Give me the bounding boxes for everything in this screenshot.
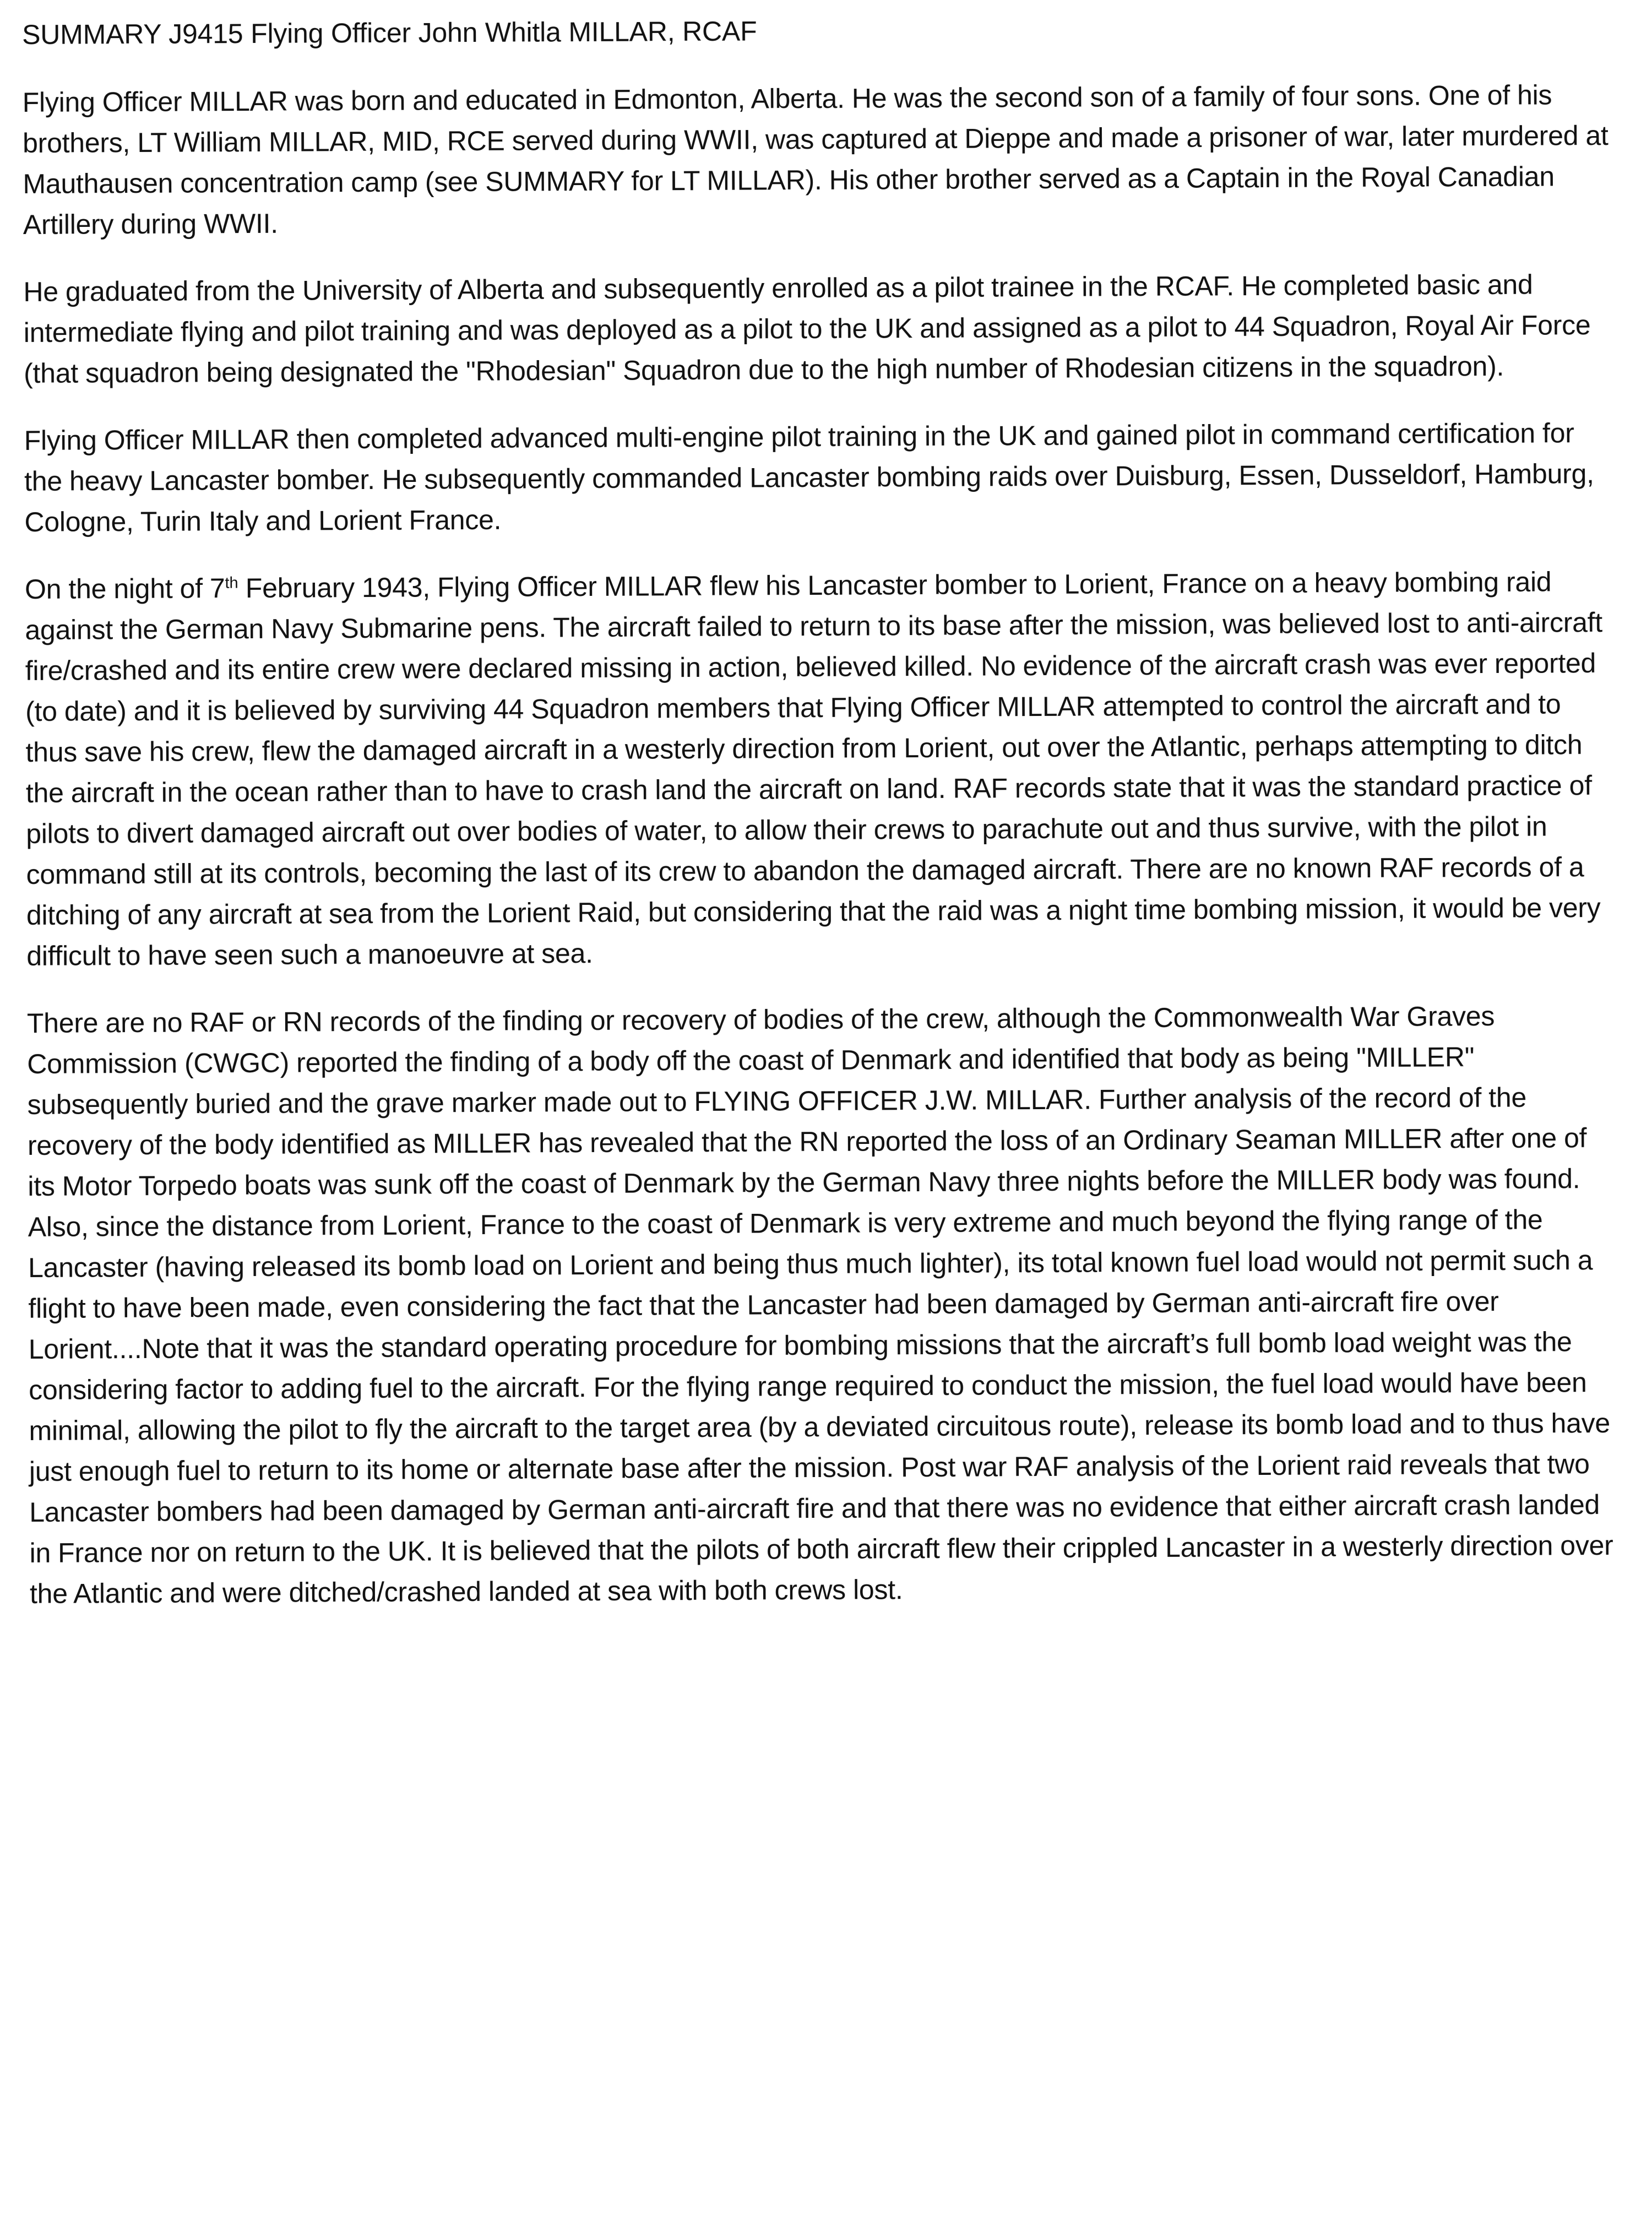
paragraph-final-mission	[25, 561, 1613, 976]
paragraph-early-life: Flying Officer MILLAR was born and educated in Edmonton, Alberta. He was the second son of a family of four sons. One of his brothers, LT William MILLAR, MID, RCE served during WWII, was captured at Dieppe and made a prisoner of war, later murdered at Mauthausen concentration camp (see SUMMARY for LT MILLAR). His other brother served as a Captain in the Royal Canadian Artillery during WWII.	[22, 79, 1608, 240]
ordinal-suffix: th	[225, 574, 238, 592]
paragraph-body-recovery-analysis: There are no RAF or RN records of the finding or recovery of bodies of the crew, although the Commonwealth War Graves Commission (CWGC) reported the finding of a body off the coast of Denmark and identified that body as being "MILLER" subsequently buried and the grave marker made out to FLYING OFFICER J.W. MILLAR. Further analysis of the record of the recovery of the body identified as MILLER has revealed that the RN reported the loss of an Ordinary Seaman MILLER after one of its Motor Torpedo boats was sunk off the coast of Denmark by the German Navy three nights before the MILLER body was found. Also, since the distance from Lorient, France to the coast of Denmark is very extreme and much beyond the flying range of the Lancaster (having released its bomb load on Lorient and being thus much lighter), its total known fuel load would not permit such a flight to have been made, even considering the fact that the Lancaster had been damaged by German anti-aircraft fire over Lorient....Note that it was the standard operating procedure for bombing missions that the aircraft’s full bomb load weight was the considering factor to adding fuel to the aircraft. For the flying range required to conduct the mission, the fuel load would have been minimal, allowing the pilot to fly the aircraft to the target area (by a deviated circuitous route), release its bomb load and to thus have just enough fuel to return to its home or alternate base after the mission. Post war RAF analysis of the Lorient raid reveals that two Lancaster bombers had been damaged by German anti-aircraft fire and that there was no evidence that either aircraft crash landed in France nor on return to the UK. It is believed that the pilots of both aircraft flew their crippled Lancaster in a westerly direction over the Atlantic and were ditched/crashed landed at sea with both crews lost.	[26, 1000, 1613, 1609]
page-title: SUMMARY J9415 Flying Officer John Whitla MILLAR, RCAF	[22, 15, 757, 50]
paragraph-final-mission-rest: February 1943, Flying Officer MILLAR flew his Lancaster bomber to Lorient, France on a heavy bombing raid against the German Navy Submarine pens. The aircraft failed to return to its base after the mission, was believed lost to anti-aircraft fire/crashed and its entire crew were declared missing in action, believed killed. No evidence of the aircraft crash was ever reported (to date) and it is believed by surviving 44 Squadron members that Flying Officer MILLAR attempted to control the aircraft and to thus save his crew, flew the damaged aircraft in a westerly direction from Lorient, out over the Atlantic, perhaps attempting to ditch the aircraft in the ocean rather than to have to crash land the aircraft on land. RAF records state that it was the standard practice of pilots to divert damaged aircraft out over bodies of water, to allow their crews to parachute out and thus survive, with the pilot in command still at its controls, becoming the last of its crew to abandon the damaged aircraft. There are no known RAF records of a ditching of any aircraft at sea from the Lorient Raid, but considering that the raid was a night time bombing mission, it would be very difficult to have seen such a manoeuvre at sea.	[25, 566, 1603, 971]
scan-content-layer	[22, 11, 1616, 1614]
paragraph-final-mission-lead: On the night of 7	[24, 573, 225, 605]
paragraph-lancaster-command: Flying Officer MILLAR then completed advanced multi-engine pilot training in the UK and gained pilot in command certification for the heavy Lancaster bomber. He subsequently commanded Lancaster bombing raids over Duisburg, Essen, Dusseldorf, Hamburg, Cologne, Turin Italy and Lorient France.	[24, 417, 1594, 538]
document-body	[23, 74, 1616, 1614]
paragraph-training: He graduated from the University of Alberta and subsequently enrolled as a pilot trainee in the RCAF. He completed basic and intermediate flying and pilot training and was deployed as a pilot to the UK and assigned as a pilot to 44 Squadron, Royal Air Force (that squadron being designated the "Rhodesian" Squadron due to the high number of Rhodesian citizens in the squadron).	[23, 269, 1591, 389]
